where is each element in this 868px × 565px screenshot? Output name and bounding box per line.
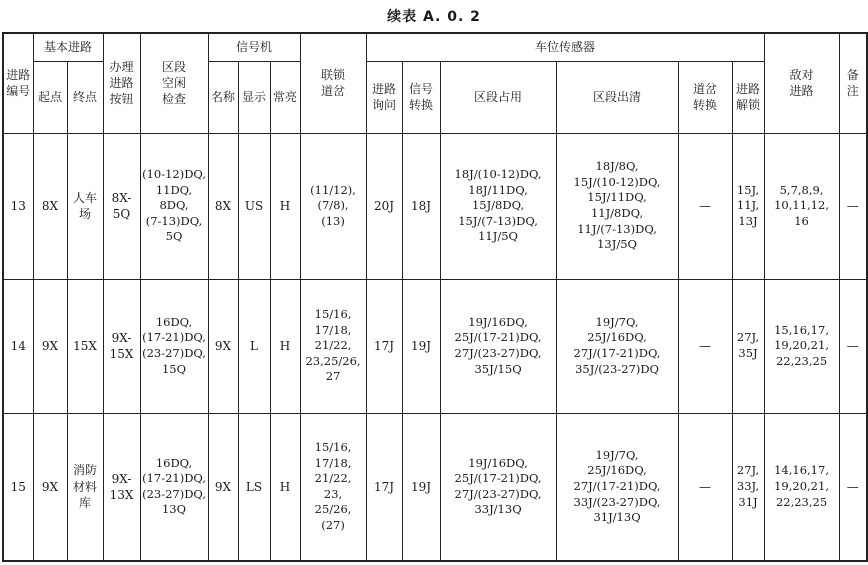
header-route-query: 进路 询问 [366,61,402,133]
header-route-unlock: 进路 解锁 [732,61,764,133]
header-interlock-switch: 联锁 道岔 [300,33,366,133]
header-start: 起点 [33,61,67,133]
cell-section-clear: 19J/7Q, 25J/16DQ, 27J/(17-21)DQ, 35J/(23-27)DQ [556,279,678,413]
header-route-no: 进路 编号 [3,33,33,133]
cell-end: 人车 场 [67,133,103,279]
cell-route-query: 17J [366,279,402,413]
header-signal-name: 名称 [208,61,238,133]
header-sensor: 车位传感器 [366,33,764,61]
cell-hostile-route: 14,16,17, 19,20,21, 22,23,25 [764,413,839,561]
table-row [3,279,867,413]
header-section-clear: 区段出清 [556,61,678,133]
header-signal: 信号机 [208,33,300,61]
table-row [3,133,867,279]
cell-section-clear: 19J/7Q, 25J/16DQ, 27J/(17-21)DQ, 33J/(23-27)DQ, 31J/13Q [556,413,678,561]
cell-end: 15X [67,279,103,413]
cell-route-unlock: 27J, 33J, 31J [732,413,764,561]
cell-section-occupy: 19J/16DQ, 25J/(17-21)DQ, 27J/(23-27)DQ, 35J/15Q [440,279,556,413]
cell-signal-lit: H [270,279,300,413]
cell-section-check: 16DQ, (17-21)DQ, (23-27)DQ, 15Q [140,279,208,413]
cell-hostile-route: 15,16,17, 19,20,21, 22,23,25 [764,279,839,413]
cell-signal-switch: 18J [402,133,440,279]
cell-remark: — [839,133,867,279]
cell-route-unlock: 27J, 35J [732,279,764,413]
cell-section-check: 16DQ, (17-21)DQ, (23-27)DQ, 13Q [140,413,208,561]
cell-interlock-switch: (11/12), (7/8), (13) [300,133,366,279]
cell-route-unlock: 15J, 11J, 13J [732,133,764,279]
cell-button: 9X- 13X [103,413,140,561]
header-signal-display: 显示 [238,61,270,133]
table-row [3,413,867,561]
header-signal-lit: 常亮 [270,61,300,133]
header-switch-convert: 道岔 转换 [678,61,732,133]
cell-start: 9X [33,279,67,413]
cell-switch-convert: — [678,413,732,561]
cell-start: 9X [33,413,67,561]
header-row-1 [3,33,867,61]
cell-section-clear: 18J/8Q, 15J/(10-12)DQ, 15J/11DQ, 11J/8DQ, 11J/(7-13)DQ, 13J/5Q [556,133,678,279]
route-table [2,32,868,562]
cell-end: 消防 材料 库 [67,413,103,561]
cell-no: 15 [3,413,33,561]
cell-route-query: 17J [366,413,402,561]
cell-start: 8X [33,133,67,279]
cell-remark: — [839,279,867,413]
cell-signal-lit: H [270,413,300,561]
cell-section-occupy: 19J/16DQ, 25J/(17-21)DQ, 27J/(23-27)DQ, 33J/13Q [440,413,556,561]
cell-section-occupy: 18J/(10-12)DQ, 18J/11DQ, 15J/8DQ, 15J/(7-13)DQ, 11J/5Q [440,133,556,279]
cell-signal-lit: H [270,133,300,279]
cell-interlock-switch: 15/16, 17/18, 21/22, 23, 25/26, (27) [300,413,366,561]
header-basic-route: 基本进路 [33,33,103,61]
header-section-check: 区段 空闲 检查 [140,33,208,133]
cell-route-query: 20J [366,133,402,279]
cell-signal-switch: 19J [402,413,440,561]
cell-signal-display: LS [238,413,270,561]
cell-signal-display: L [238,279,270,413]
table-title: 续表 A. 0. 2 [387,9,481,25]
cell-hostile-route: 5,7,8,9, 10,11,12, 16 [764,133,839,279]
cell-button: 8X- 5Q [103,133,140,279]
cell-interlock-switch: 15/16, 17/18, 21/22, 23,25/26, 27 [300,279,366,413]
header-end: 终点 [67,61,103,133]
cell-signal-name: 9X [208,279,238,413]
cell-switch-convert: — [678,279,732,413]
cell-remark: — [839,413,867,561]
header-remark: 备 注 [839,33,867,133]
cell-section-check: (10-12)DQ, 11DQ, 8DQ, (7-13)DQ, 5Q [140,133,208,279]
cell-no: 14 [3,279,33,413]
cell-button: 9X- 15X [103,279,140,413]
cell-signal-name: 9X [208,413,238,561]
cell-no: 13 [3,133,33,279]
cell-signal-name: 8X [208,133,238,279]
header-section-occupy: 区段占用 [440,61,556,133]
cell-switch-convert: — [678,133,732,279]
header-button: 办理 进路 按钮 [103,33,140,133]
cell-signal-display: US [238,133,270,279]
cell-signal-switch: 19J [402,279,440,413]
header-hostile-route: 敌对 进路 [764,33,839,133]
header-signal-switch: 信号 转换 [402,61,440,133]
